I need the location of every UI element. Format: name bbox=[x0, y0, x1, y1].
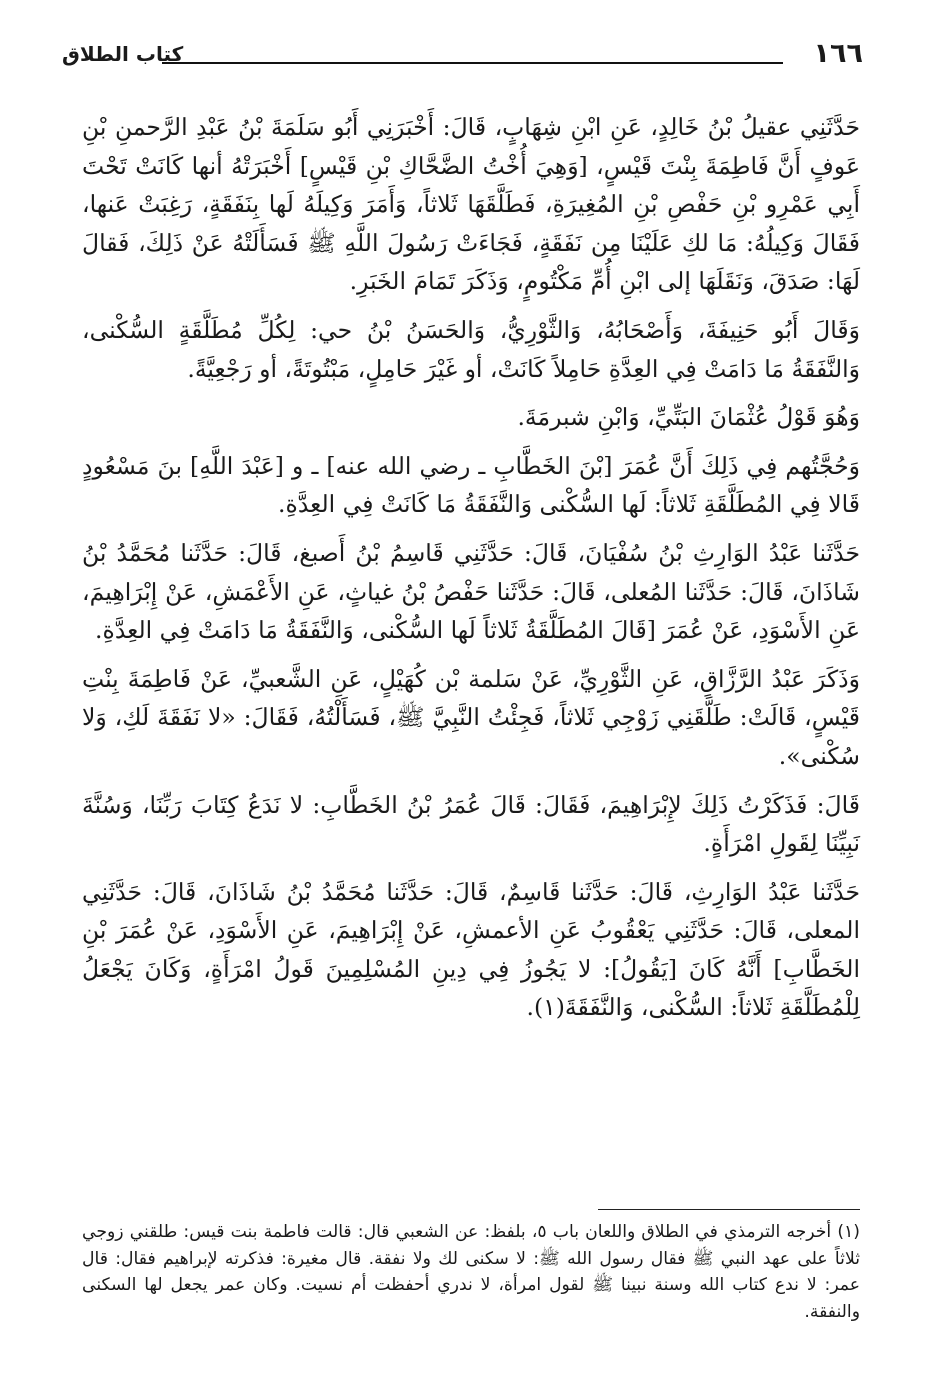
header-rule bbox=[162, 62, 783, 64]
paragraph: حَدَّثَنا عَبْدُ الوَارِثِ، قَالَ: حَدَّثَنا قَاسِمٌ، قَالَ: حَدَّثَنا مُحَمَّدُ بْنُ شَاذَانَ، قَالَ: حَدَّثَنِي المعلى، قَالَ: حَدَّثَنِي يَعْقُوبُ عَنِ الأعمشِ، عَنْ إِبْرَاهِيمَ، عَنِ الأَسْوَدِ، عَنْ عُمَرَ بْنِ الخَطَّابِ] أَنَّهُ كَانَ [يَقُولُ]: لا يَجُوزُ فِي دِينِ المُسْلِمِينَ قَولُ امْرَأَةٍ، وَكَانَ يَجْعَلُ لِلْمُطَلَّقَةِ ثَلاثاً: السُّكْنى، وَالنَّفَقَةَ(١). bbox=[82, 877, 860, 1022]
footnotes bbox=[82, 1219, 860, 1325]
paragraph: حَدَّثَنا عَبْدُ الوَارِثِ بْنُ سُفْيَانَ، قَالَ: حَدَّثَنِي قَاسِمُ بْنُ أَصبغ، قَالَ: حَدَّثَنا مُحَمَّدُ بْنُ شَاذَانَ، قَالَ: حَدَّثَنا المُعلى، قَالَ: حَدَّثَنا حَفْصُ بْنُ غياثٍ، عَنِ الأَعْمَشِ، عَنْ إِبْرَاهِيمَ، عَنِ الأَسْوَدِ، عَنْ عُمَرَ [قَالَ المُطَلَّقَةُ ثَلاثاً لَها السُّكْنى، وَالنَّفَقَةُ مَا دَامَتْ فِي العِدَّةِ. bbox=[82, 538, 860, 645]
paragraph: قَالَ: فَذَكَرْتُ ذَلِكَ لإِبْرَاهِيمَ، فَقَالَ: قَالَ عُمَرُ بْنُ الخَطَّابِ: لا نَدَعُ كِتَابَ رَبِّنَا، وَسُنَّةَ نَبِيِّنَا لِقَولِ امْرَأَةٍ. bbox=[82, 790, 860, 858]
footnote-separator bbox=[598, 1209, 860, 1210]
paragraph: وَقَالَ أَبُو حَنِيفَةَ، وَأَصْحَابُهُ، وَالثَّوْرِيُّ، وَالحَسَنُ بْنُ حي: لِكُلِّ مُطَلَّقَةٍ السُّكْنى، وَالنَّفَقَةُ مَا دَامَتْ فِي العِدَّةِ حَامِلاً كَانَتْ، أو غَيْرَ حَامِلٍ، مَبْتُوتَةً، أو رَجْعِيَّةً. bbox=[82, 315, 860, 383]
page-header bbox=[62, 38, 863, 70]
footnote: (١) أخرجه الترمذي في الطلاق واللعان باب ٥، بلفظ: عن الشعبي قال: قالت فاطمة بنت قيس: طلقني زوجي ثلاثاً على عهد النبي ﷺ فقال رسول الله ﷺ: لا سكنى لك ولا نفقة. قال مغيرة: فذكرته لإبراهيم فقال: قال عمر: لا ندع كتاب الله وسنة نبينا ﷺ لقول امرأة، لا ندري أحفظت أم نسيت. وكان عمر يجعل لها السكنى والنفقة. bbox=[82, 1222, 860, 1322]
paragraph: حَدَّثَنِي عقيلُ بْنُ خَالِدٍ، عَنِ ابْنِ شِهَابٍ، قَالَ: أَخْبَرَنِي أَبُو سَلَمَةَ بْنُ عَبْدِ الرَّحمنِ بْنِ عَوفٍ أَنَّ فَاطِمَةَ بِنْتَ قَيْسٍ، [وَهِيَ أُخْتُ الضَّحَّاكِ بْنِ قَيْسٍ] أَخْبَرَتْهُ أنها كَانَتْ تَحْتَ أَبِي عَمْرِو بْنِ حَفْصِ بْنِ المُغِيرَةِ، فَطَلَّقَهَا ثَلاثاً، وَأَمَرَ وَكِيلَهُ لَها بِنَفَقَةٍ، رَغِبَتْ عَنها، فَقَالَ وَكِيلُهُ: مَا لكِ عَلَيْنَا مِن نَفَقَةٍ، فَجَاءَتْ رَسُولَ اللَّهِ ﷺ فَسَأَلَتْهُ عَنْ ذَلِكَ، فَقالَ لَهَا: صَدَقَ، وَنَقَلَهَا إلى ابْنِ أُمِّ مَكْتُومٍ، وَذَكَرَ تَمَامَ الخَبَرِ. bbox=[82, 113, 860, 296]
paragraph: وَهُوَ قَوْلُ عُثْمَانَ البَتِّيِّ، وَابْنِ شبرمَةَ. bbox=[517, 403, 860, 432]
paragraph: وَحُجَّتُهم فِي ذَلِكَ أَنَّ عُمَرَ [بْنَ الخَطَّابِ ـ رضي الله عنه] ـ و [عَبْدَ اللَّهِ] بنَ مَسْعُودٍ قَالا فِي المُطَلَّقَةِ ثَلاثاً: لَها السُّكْنى وَالنَّفَقَةُ مَا كَانَتْ فِي العِدَّةِ. bbox=[82, 451, 860, 519]
page-number: ١٦٦ bbox=[813, 38, 863, 69]
paragraph: وَذَكَرَ عَبْدُ الرَّزَّاقِ، عَنِ الثَّوْرِيِّ، عَنْ سَلمة بْن كُهَيْلٍ، عَنِ الشَّعبيِّ، عَنْ فَاطِمَةَ بِنْتِ قَيْسٍ، قَالَتْ: طَلَّقَنِي زَوْجِي ثَلاثاً، فَجِئْتُ النَّبِيَّ ﷺ، فَسَأَلْتُهُ، فَقَالَ: «لا نَفَقَةَ لَكِ، وَلا سُكْنى». bbox=[82, 664, 860, 770]
main-text bbox=[82, 108, 860, 1037]
book-title: كتاب الطلاق bbox=[62, 42, 184, 66]
